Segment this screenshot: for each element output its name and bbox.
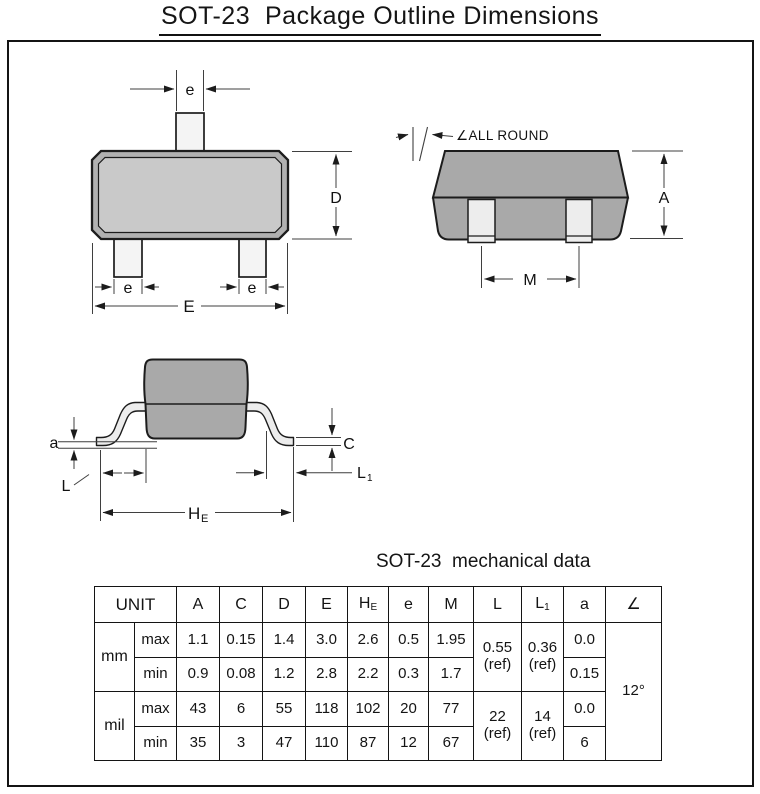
col-header-L1-sub: 1 <box>544 602 550 614</box>
cell-mm-min-e: 0.3 <box>389 658 429 692</box>
col-header-A: A <box>177 587 220 623</box>
page-title-text: SOT-23 Package Outline Dimensions <box>159 2 601 36</box>
col-header-HE: HE <box>348 587 389 623</box>
limit-label-mm-max: max <box>135 623 177 658</box>
row-mil-min <box>95 727 662 761</box>
cell-mil-min-A: 35 <box>177 727 220 761</box>
col-header-L1: L1 <box>522 587 564 623</box>
cell-mil-max-HE: 102 <box>348 692 389 727</box>
header-row <box>95 587 662 623</box>
cell-mm-min-E: 2.8 <box>306 658 348 692</box>
label-HE-main: H <box>188 504 201 523</box>
cell-mm-max-HE: 2.6 <box>348 623 389 658</box>
cell-mil-min-C: 3 <box>220 727 263 761</box>
cell-angle: 12° <box>606 623 662 761</box>
label-D: D <box>330 190 342 207</box>
cell-mil-max-a: 0.0 <box>564 692 606 727</box>
col-header-unit: UNIT <box>95 587 177 623</box>
col-header-E: E <box>306 587 348 623</box>
limit-label-mm-min: min <box>135 658 177 692</box>
cell-mil-max-C: 6 <box>220 692 263 727</box>
col-header-e: e <box>389 587 429 623</box>
cell-mm-min-a: 0.15 <box>564 658 606 692</box>
cell-mm-max-A: 1.1 <box>177 623 220 658</box>
col-header-C: C <box>220 587 263 623</box>
cell-mil-min-HE: 87 <box>348 727 389 761</box>
label-C: C <box>343 436 355 453</box>
col-header-HE-sub: E <box>370 602 378 614</box>
col-header-angle: ∠ <box>606 587 662 623</box>
cell-mil-min-D: 47 <box>263 727 306 761</box>
cell-mil-max-D: 55 <box>263 692 306 727</box>
cell-mil-max-E: 118 <box>306 692 348 727</box>
cell-mm-min-D: 1.2 <box>263 658 306 692</box>
label-a: a <box>49 435 59 452</box>
limit-label-mil-min: min <box>135 727 177 761</box>
label-e-bottom-left: e <box>123 280 133 297</box>
label-M: M <box>523 272 537 289</box>
cell-mil-min-a: 6 <box>564 727 606 761</box>
row-mm-min <box>95 658 662 692</box>
limit-label-mil-max: max <box>135 692 177 727</box>
cell-mm-max-C: 0.15 <box>220 623 263 658</box>
cell-mil-L1: 14 (ref) <box>522 692 564 761</box>
cell-mil-min-E: 110 <box>306 727 348 761</box>
cell-mil-max-A: 43 <box>177 692 220 727</box>
cell-mil-max-e: 20 <box>389 692 429 727</box>
cell-mm-L: 0.55 (ref) <box>474 623 522 692</box>
label-E: E <box>183 297 195 316</box>
cell-mil-min-M: 67 <box>429 727 474 761</box>
cell-mil-max-M: 77 <box>429 692 474 727</box>
col-header-a: a <box>564 587 606 623</box>
label-L1-main: L <box>357 465 366 482</box>
cell-mm-min-M: 1.7 <box>429 658 474 692</box>
label-all-round: ∠ALL ROUND <box>456 128 549 143</box>
cell-mm-max-a: 0.0 <box>564 623 606 658</box>
label-L1-sub: 1 <box>367 473 373 484</box>
row-mil-max <box>95 692 662 727</box>
cell-mil-min-e: 12 <box>389 727 429 761</box>
col-header-D: D <box>263 587 306 623</box>
col-header-M: M <box>429 587 474 623</box>
cell-mm-max-e: 0.5 <box>389 623 429 658</box>
cell-mm-min-C: 0.08 <box>220 658 263 692</box>
col-header-L: L <box>474 587 522 623</box>
mechanical-data-table <box>94 586 662 761</box>
label-HE-sub: E <box>201 513 209 525</box>
cell-mm-max-E: 3.0 <box>306 623 348 658</box>
cell-mm-L1: 0.36 (ref) <box>522 623 564 692</box>
unit-label-mil: mil <box>95 692 135 761</box>
cell-mm-min-A: 0.9 <box>177 658 220 692</box>
label-L: L <box>61 478 71 495</box>
cell-mm-max-D: 1.4 <box>263 623 306 658</box>
cell-mm-max-M: 1.95 <box>429 623 474 658</box>
cell-mm-min-HE: 2.2 <box>348 658 389 692</box>
table-caption: SOT-23 mechanical data <box>376 551 591 572</box>
label-e-top: e <box>185 82 195 99</box>
cell-mil-L: 22 (ref) <box>474 692 522 761</box>
row-mm-max <box>95 623 662 658</box>
label-A: A <box>658 190 670 207</box>
unit-label-mm: mm <box>95 623 135 692</box>
label-e-bottom-right: e <box>247 280 257 297</box>
page-title <box>0 2 760 36</box>
